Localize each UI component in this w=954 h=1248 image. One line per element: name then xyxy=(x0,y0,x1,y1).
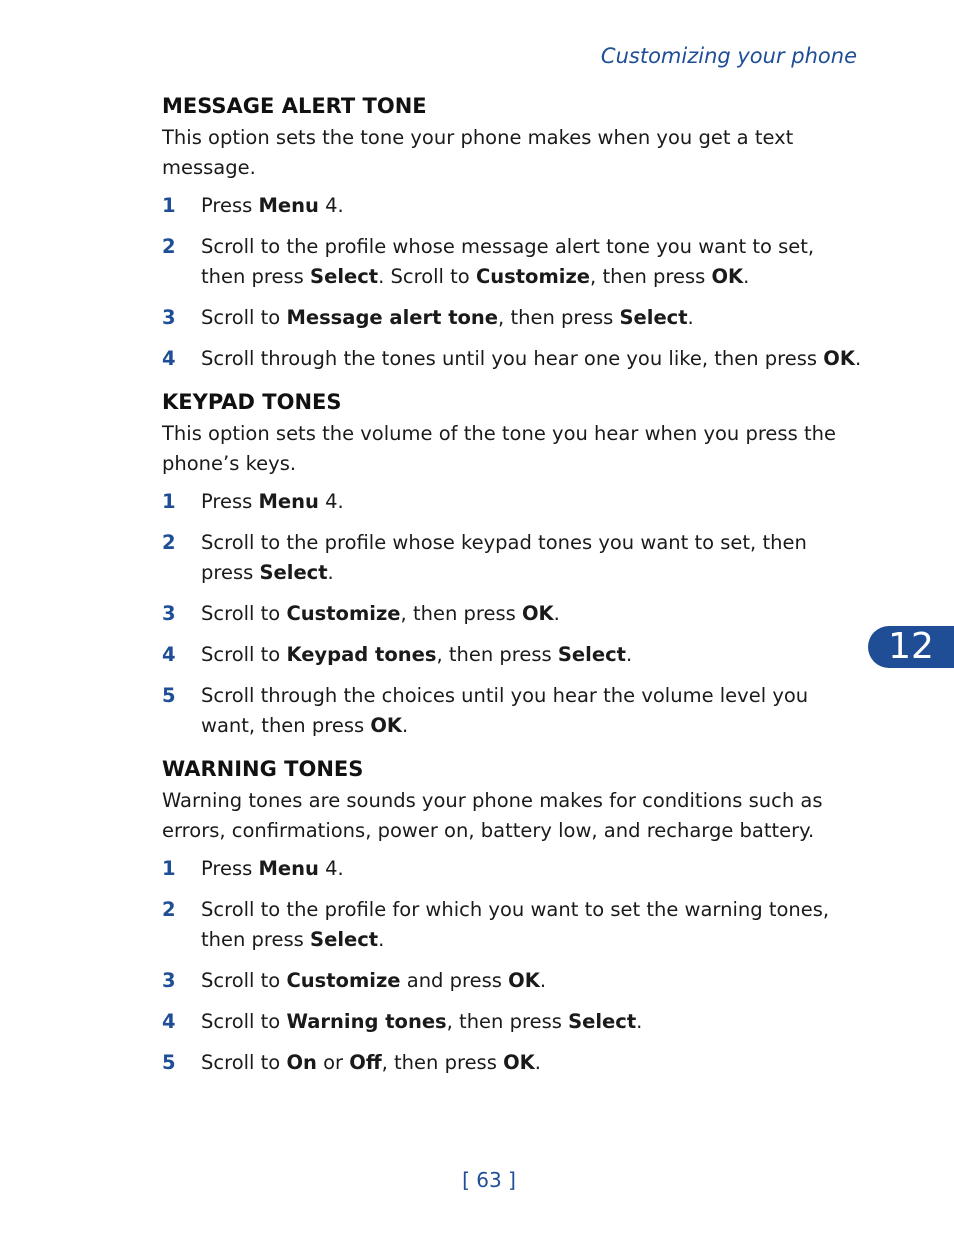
menu-keyword: On xyxy=(286,1051,317,1074)
step-text: Scroll to xyxy=(201,969,287,992)
step-text: . xyxy=(539,969,547,992)
step-number: 1 xyxy=(162,857,176,880)
step-number: 1 xyxy=(162,490,176,513)
step-item xyxy=(162,191,862,221)
step-text: , then press xyxy=(381,1051,504,1074)
step-text: Scroll to xyxy=(201,643,287,666)
step-item xyxy=(162,1048,862,1078)
step-text: . xyxy=(687,306,694,329)
step-number: 4 xyxy=(162,347,176,370)
step-number: 1 xyxy=(162,194,176,217)
step-item xyxy=(162,681,862,741)
step-text: . xyxy=(636,1010,643,1033)
step-text: or xyxy=(316,1051,350,1074)
menu-keyword: OK xyxy=(508,969,540,992)
step-text: . xyxy=(327,561,334,584)
step-text: . Scroll to xyxy=(378,265,476,288)
step-item xyxy=(162,303,862,333)
step-text: Scroll to xyxy=(201,306,287,329)
step-text: Scroll through the tones until you hear one you like, then press xyxy=(201,347,824,370)
step-number: 4 xyxy=(162,1010,176,1033)
step-text: . xyxy=(378,928,385,951)
menu-keyword: Menu xyxy=(258,490,319,513)
step-item xyxy=(162,1007,862,1037)
step-list xyxy=(162,487,862,741)
step-item xyxy=(162,599,862,629)
step-text: Scroll to xyxy=(201,602,287,625)
menu-keyword: Select xyxy=(619,306,688,329)
menu-keyword: OK xyxy=(370,714,403,737)
step-list xyxy=(162,191,862,374)
step-text: 4. xyxy=(318,194,344,217)
step-item xyxy=(162,854,862,884)
section-title: KEYPAD TONES xyxy=(162,390,342,414)
step-number: 2 xyxy=(162,235,176,258)
step-text: Scroll to the profile whose message alert tone you want to set, then press xyxy=(201,235,815,288)
section-title: WARNING TONES xyxy=(162,757,364,781)
section xyxy=(162,388,862,741)
menu-keyword: OK xyxy=(521,602,554,625)
menu-keyword: Keypad tones xyxy=(286,643,437,666)
step-text: , then press xyxy=(498,306,620,329)
menu-keyword: Select xyxy=(259,561,328,584)
step-text: . xyxy=(553,602,560,625)
step-number: 4 xyxy=(162,643,176,666)
step-text: Press xyxy=(201,857,259,880)
step-text: Scroll to xyxy=(201,1051,287,1074)
step-text: . xyxy=(402,714,409,737)
step-text: . xyxy=(854,347,862,370)
step-text: Scroll to the profile for which you want to set the warning tones, then press xyxy=(201,898,830,951)
menu-keyword: OK xyxy=(503,1051,535,1074)
step-text: Press xyxy=(201,490,259,513)
step-text: . xyxy=(534,1051,541,1074)
step-text: , then press xyxy=(446,1010,569,1033)
menu-keyword: Select xyxy=(310,265,379,288)
step-number: 3 xyxy=(162,969,176,992)
step-item xyxy=(162,487,862,517)
step-text: and press xyxy=(400,969,509,992)
step-number: 2 xyxy=(162,531,176,554)
section xyxy=(162,92,862,374)
step-text: . xyxy=(743,265,750,288)
menu-keyword: Warning tones xyxy=(286,1010,447,1033)
step-text: , then press xyxy=(400,602,522,625)
step-list xyxy=(162,854,862,1078)
step-text: 4. xyxy=(318,490,344,513)
step-item xyxy=(162,895,862,955)
menu-keyword: Message alert tone xyxy=(286,306,499,329)
section xyxy=(162,755,862,1078)
step-text: Press xyxy=(201,194,259,217)
step-text: 4. xyxy=(318,857,344,880)
page-content xyxy=(162,92,862,1089)
menu-keyword: OK xyxy=(823,347,855,370)
menu-keyword: Off xyxy=(349,1051,382,1074)
step-text: Scroll to xyxy=(201,1010,287,1033)
step-item xyxy=(162,640,862,670)
step-text: Scroll to the profile whose keypad tones you want to set, then press xyxy=(201,531,807,584)
chapter-tab: 12 xyxy=(868,626,954,668)
menu-keyword: Menu xyxy=(258,194,319,217)
menu-keyword: Select xyxy=(568,1010,637,1033)
running-head: Customizing your phone xyxy=(600,44,857,68)
menu-keyword: Select xyxy=(310,928,379,951)
section-title: MESSAGE ALERT TONE xyxy=(162,94,427,118)
section-intro: Warning tones are sounds your phone makes for conditions such as errors, confirmations, power on, battery low, and recharge battery. xyxy=(162,789,823,842)
step-text: . xyxy=(625,643,633,666)
menu-keyword: OK xyxy=(711,265,744,288)
section-intro: This option sets the volume of the tone you hear when you press the phone’s keys. xyxy=(162,422,836,475)
step-number: 3 xyxy=(162,602,176,625)
section-intro: This option sets the tone your phone makes when you get a text message. xyxy=(162,126,794,179)
step-item xyxy=(162,232,862,292)
menu-keyword: Select xyxy=(557,643,626,666)
step-number: 5 xyxy=(162,684,176,707)
menu-keyword: Customize xyxy=(475,265,591,288)
step-text: , then press xyxy=(436,643,558,666)
step-number: 2 xyxy=(162,898,176,921)
step-number: 3 xyxy=(162,306,176,329)
step-item xyxy=(162,966,862,996)
step-text: , then press xyxy=(590,265,712,288)
menu-keyword: Customize xyxy=(286,602,401,625)
step-number: 5 xyxy=(162,1051,176,1074)
step-text: Scroll through the choices until you hear the volume level you want, then press xyxy=(201,684,809,737)
menu-keyword: Customize xyxy=(286,969,401,992)
menu-keyword: Menu xyxy=(258,857,319,880)
step-item xyxy=(162,344,862,374)
step-item xyxy=(162,528,862,588)
page-number: [ 63 ] xyxy=(462,1168,516,1192)
